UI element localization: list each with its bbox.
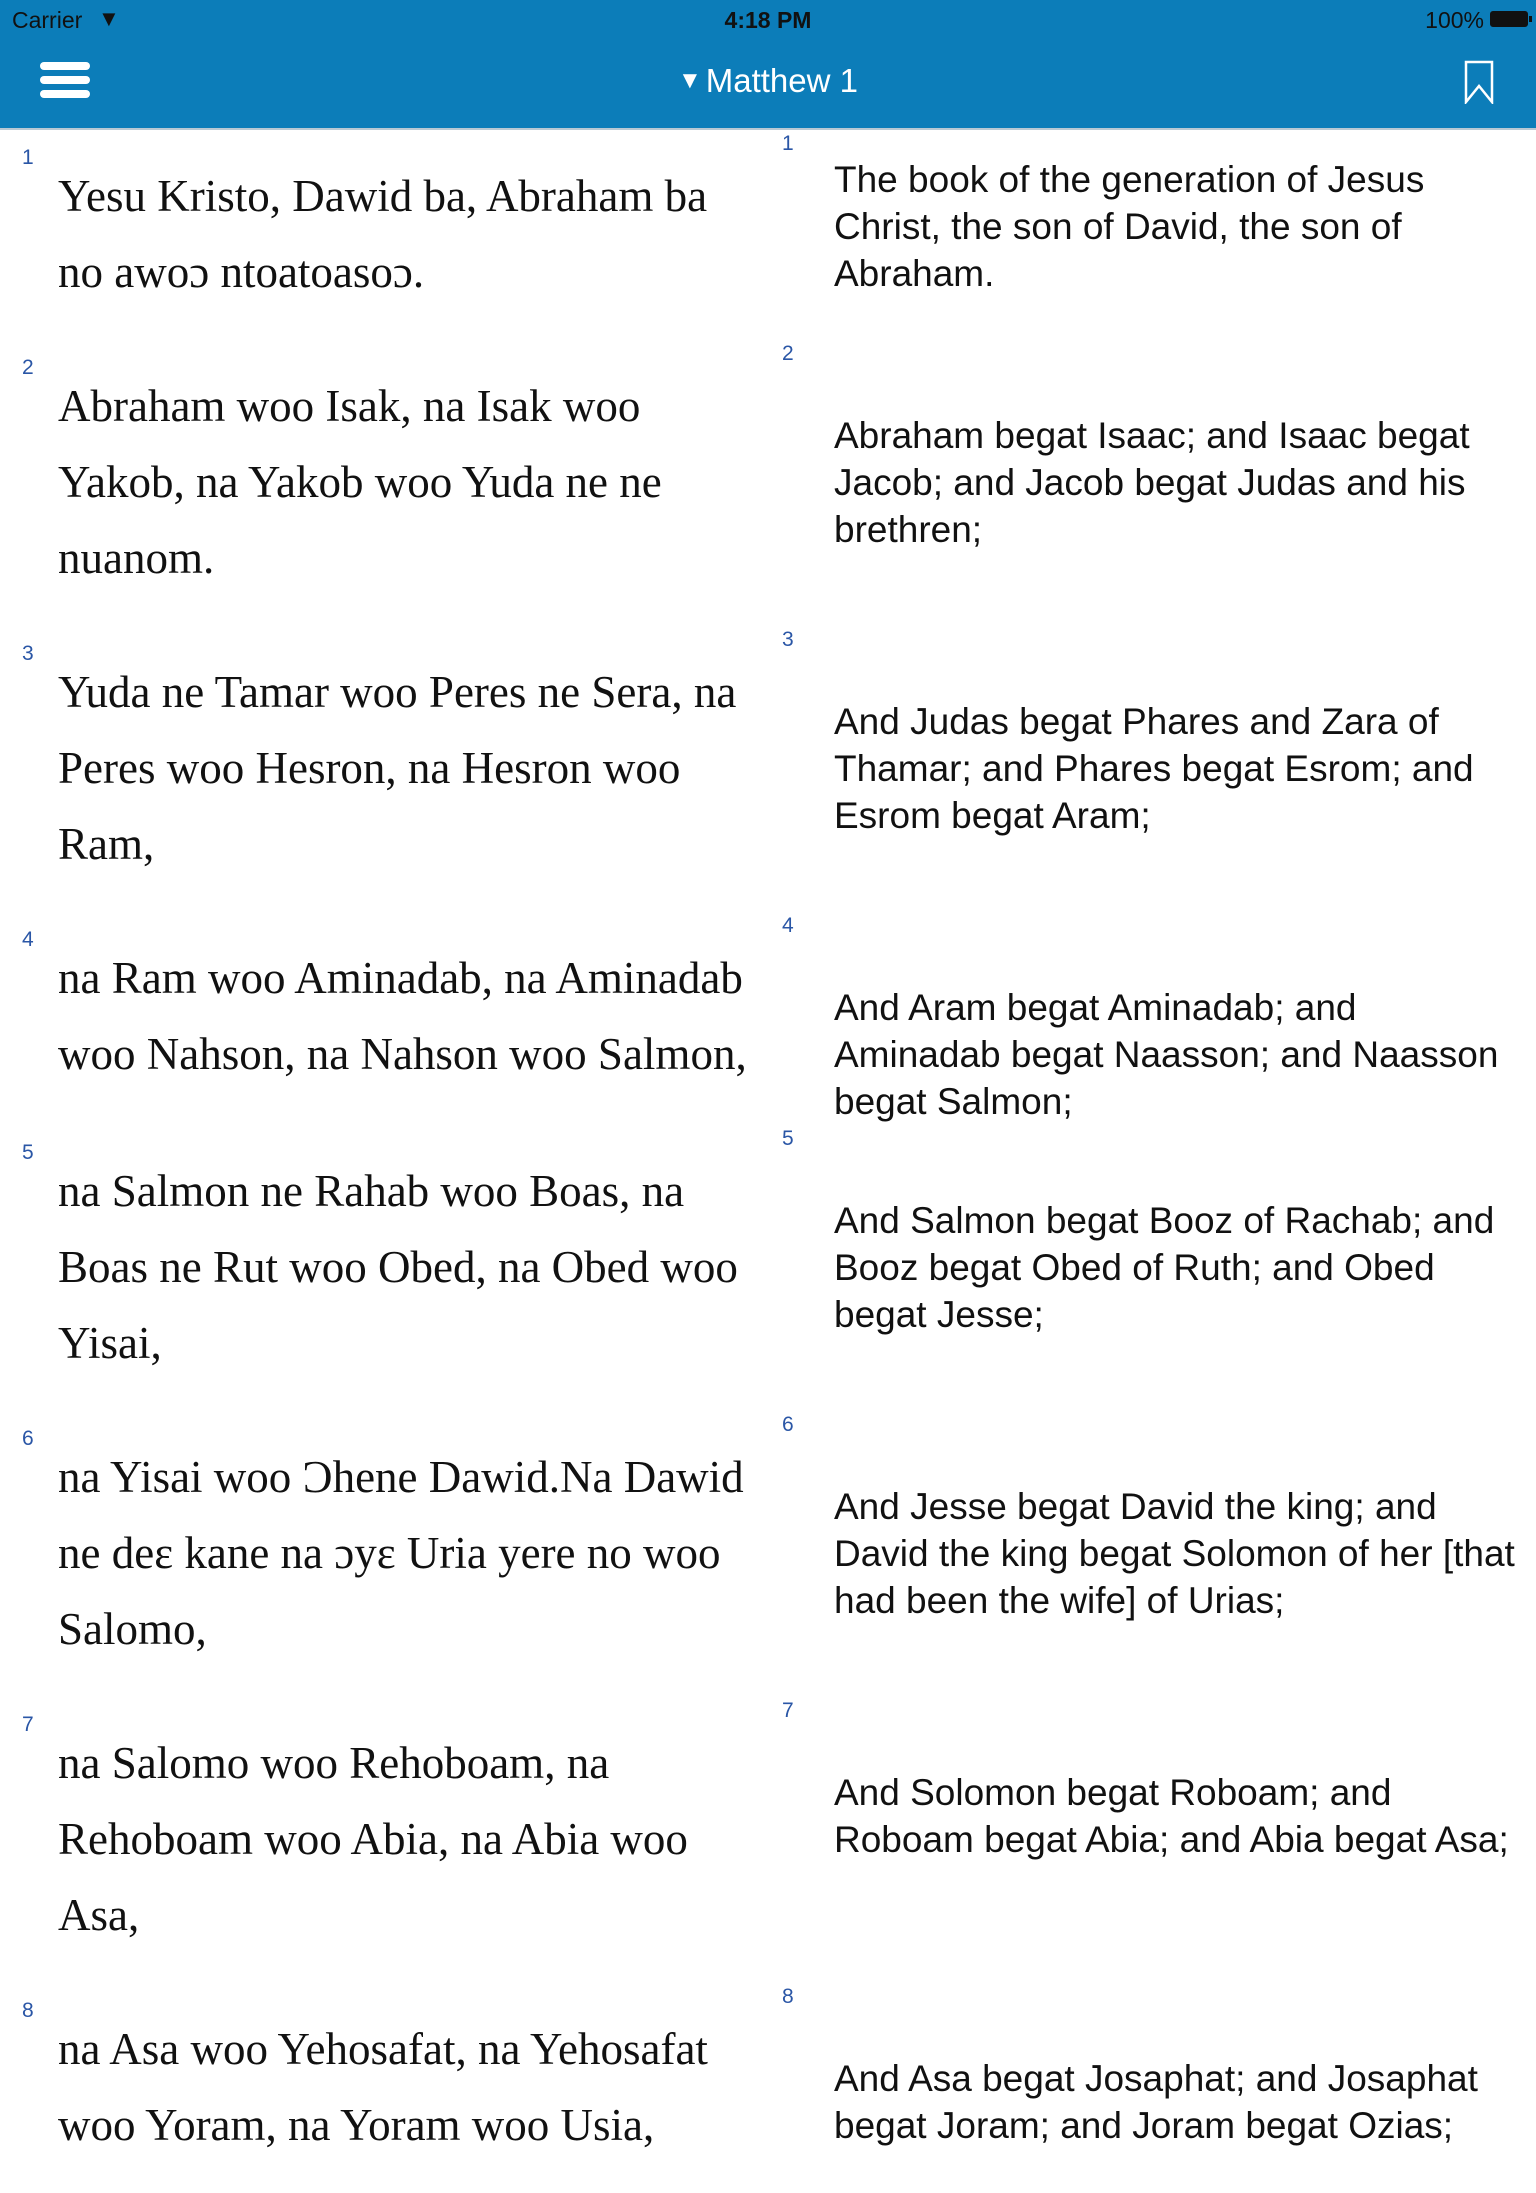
wifi-icon: ▼ bbox=[98, 6, 120, 31]
verse-text-twi: Yesu Kristo, Dawid ba, Abraham ba no awoɔ ntoatoasoɔ. bbox=[58, 171, 708, 297]
verse-number: 2 bbox=[22, 356, 34, 379]
verse-row bbox=[0, 1983, 1536, 2193]
english-verse bbox=[780, 626, 1536, 912]
verse-text-twi: na Salomo woo Rehoboam, na Rehoboam woo Abia, na Abia woo Asa, bbox=[58, 1738, 688, 1940]
carrier-label: Carrier bbox=[12, 7, 83, 33]
verse-text-english: Abraham begat Isaac; and Isaac begat Jacob; and Jacob begat Judas and his brethren; bbox=[834, 415, 1470, 550]
navigation-bar bbox=[0, 0, 1536, 130]
verse-list bbox=[0, 130, 1536, 2193]
english-verse bbox=[780, 340, 1536, 626]
verse-row bbox=[0, 912, 1536, 1125]
battery-percent: 100% bbox=[1425, 7, 1484, 33]
verse-number: 5 bbox=[782, 1127, 794, 1150]
verse-number: 6 bbox=[782, 1413, 794, 1436]
verse-number: 3 bbox=[782, 628, 794, 651]
verse-number: 4 bbox=[22, 928, 34, 951]
verse-number: 6 bbox=[22, 1427, 34, 1450]
chapter-title: Matthew 1 bbox=[705, 62, 858, 99]
english-verse bbox=[780, 1411, 1536, 1697]
verse-number: 4 bbox=[782, 914, 794, 937]
twi-verse bbox=[0, 912, 780, 1125]
twi-verse bbox=[0, 1697, 780, 1983]
verse-number: 3 bbox=[22, 642, 34, 665]
chapter-selector[interactable] bbox=[0, 62, 1536, 100]
verse-text-twi: na Ram woo Aminadab, na Aminadab woo Nahson, na Nahson woo Salmon, bbox=[58, 953, 747, 1079]
twi-verse bbox=[0, 626, 780, 912]
verse-text-twi: Abraham woo Isak, na Isak woo Yakob, na Yakob woo Yuda ne ne nuanom. bbox=[58, 381, 662, 583]
verse-number: 5 bbox=[22, 1141, 34, 1164]
verse-text-english: And Aram begat Aminadab; and Aminadab begat Naasson; and Naasson begat Salmon; bbox=[834, 987, 1499, 1122]
english-verse bbox=[780, 1125, 1536, 1411]
verse-number: 8 bbox=[782, 1985, 794, 2008]
english-verse bbox=[780, 1697, 1536, 1983]
verse-number: 8 bbox=[22, 1999, 34, 2022]
verse-text-english: And Asa begat Josaphat; and Josaphat begat Joram; and Joram begat Ozias; bbox=[834, 2058, 1478, 2146]
verse-text-english: And Salmon begat Booz of Rachab; and Booz begat Obed of Ruth; and Obed begat Jesse; bbox=[834, 1200, 1495, 1335]
verse-number: 1 bbox=[782, 132, 794, 155]
twi-verse bbox=[0, 1411, 780, 1697]
bookmark-icon[interactable] bbox=[1464, 60, 1494, 104]
verse-number: 7 bbox=[782, 1699, 794, 1722]
english-verse bbox=[780, 1983, 1536, 2193]
english-verse bbox=[780, 130, 1536, 340]
verse-number: 7 bbox=[22, 1713, 34, 1736]
twi-verse bbox=[0, 1983, 780, 2193]
verse-row bbox=[0, 1697, 1536, 1983]
verse-number: 2 bbox=[782, 342, 794, 365]
status-bar bbox=[0, 0, 1536, 40]
verse-text-twi: na Yisai woo Ɔhene Dawid.Na Dawid ne deɛ kane na ɔyɛ Uria yere no woo Salomo, bbox=[58, 1452, 744, 1654]
verse-text-english: The book of the generation of Jesus Christ, the son of David, the son of Abraham. bbox=[834, 159, 1425, 294]
battery-icon bbox=[1490, 11, 1528, 27]
verse-row bbox=[0, 340, 1536, 626]
verse-row bbox=[0, 130, 1536, 340]
verse-row bbox=[0, 1125, 1536, 1411]
verse-text-english: And Jesse begat David the king; and David the king begat Solomon of her [that had been the wife] of Urias; bbox=[834, 1486, 1515, 1621]
english-verse bbox=[780, 912, 1536, 1125]
clock: 4:18 PM bbox=[724, 7, 812, 33]
twi-verse bbox=[0, 340, 780, 626]
twi-verse bbox=[0, 1125, 780, 1411]
verse-text-twi: Yuda ne Tamar woo Peres ne Sera, na Peres woo Hesron, na Hesron woo Ram, bbox=[58, 667, 737, 869]
dropdown-triangle-icon: ▼ bbox=[677, 67, 702, 94]
verse-text-twi: na Salmon ne Rahab woo Boas, na Boas ne Rut woo Obed, na Obed woo Yisai, bbox=[58, 1166, 738, 1368]
verse-number: 1 bbox=[22, 146, 34, 169]
verse-row bbox=[0, 626, 1536, 912]
verse-row bbox=[0, 1411, 1536, 1697]
twi-verse bbox=[0, 130, 780, 340]
verse-text-twi: na Asa woo Yehosafat, na Yehosafat woo Yoram, na Yoram woo Usia, bbox=[58, 2024, 708, 2150]
verse-text-english: And Judas begat Phares and Zara of Thamar; and Phares begat Esrom; and Esrom begat Aram; bbox=[834, 701, 1474, 836]
verse-text-english: And Solomon begat Roboam; and Roboam begat Abia; and Abia begat Asa; bbox=[834, 1772, 1509, 1860]
